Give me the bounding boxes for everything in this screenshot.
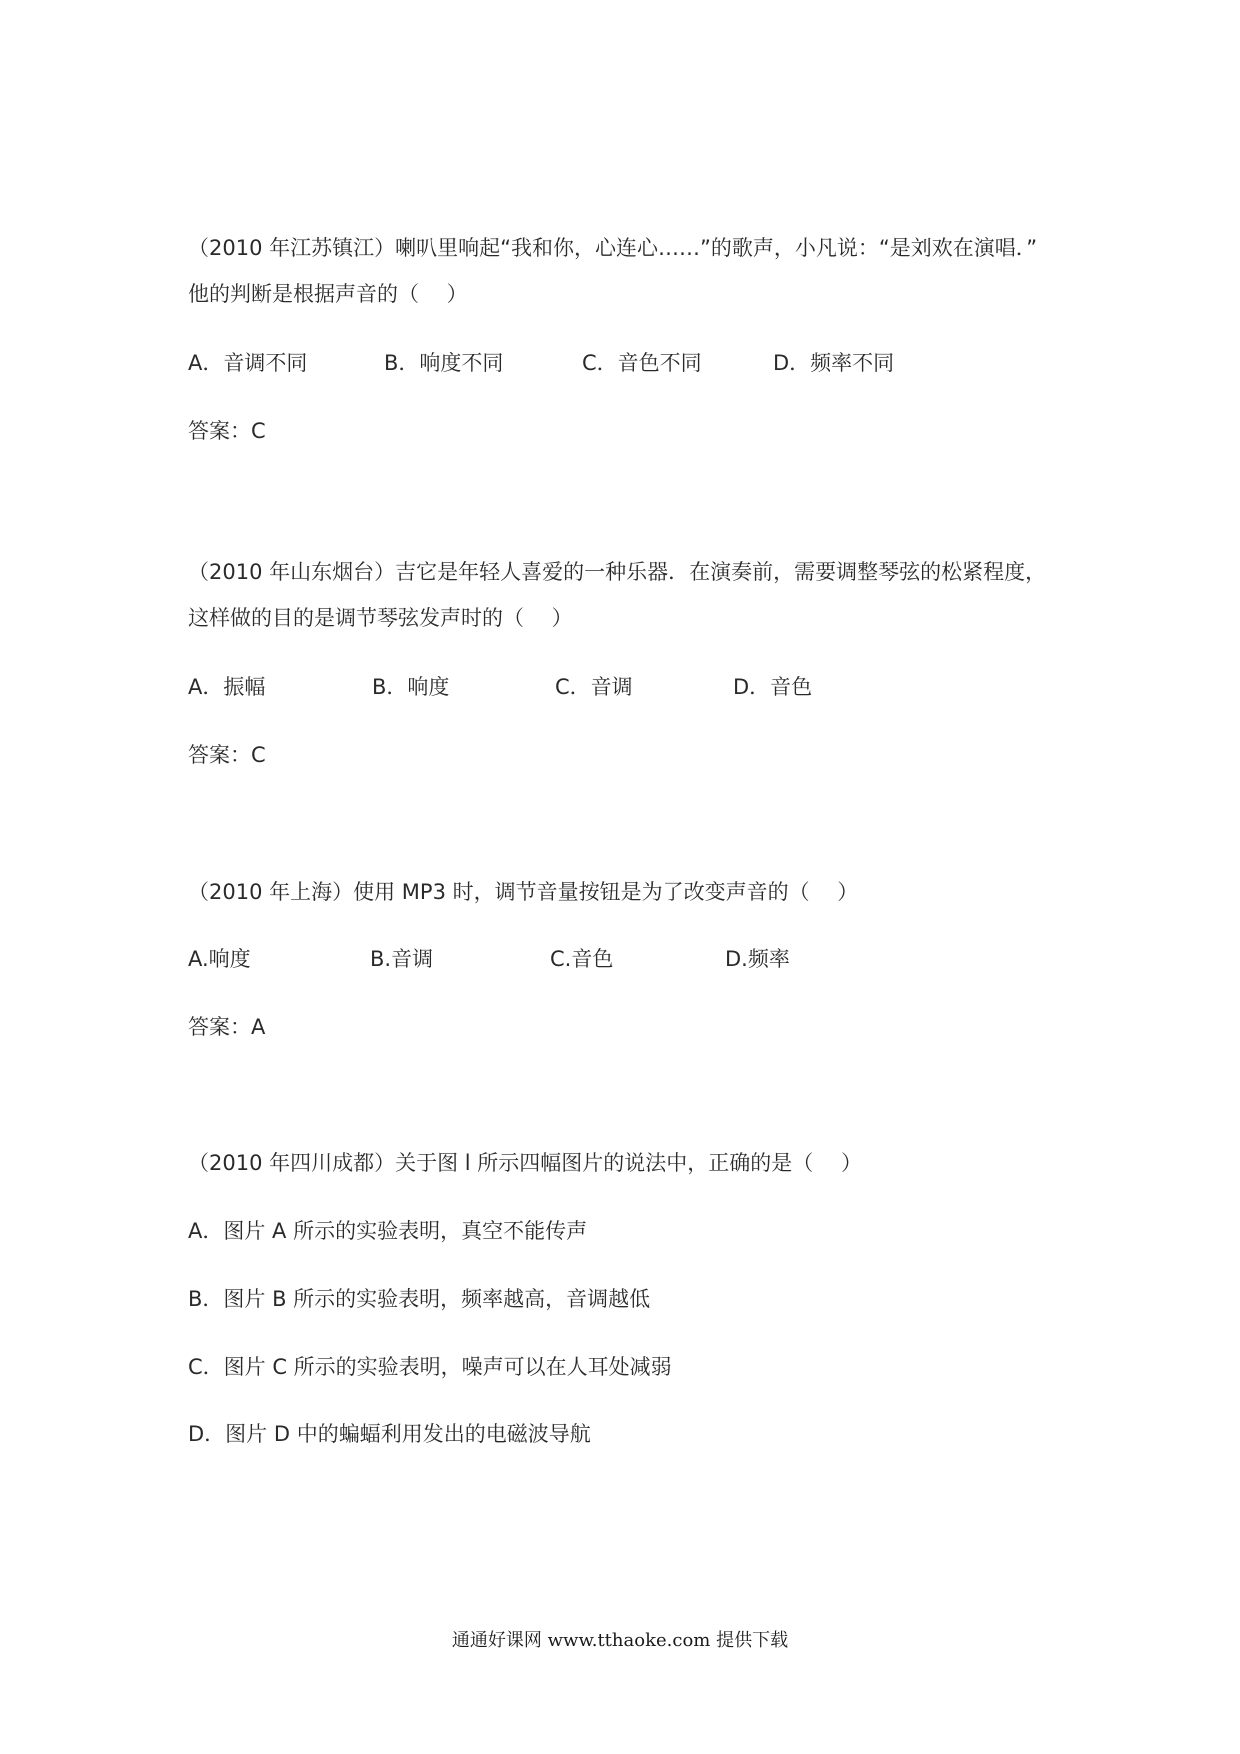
q1-option-d: D．频率不同 xyxy=(773,351,895,375)
q1-answer: 答案：C xyxy=(188,419,266,443)
q1-stem-line1: （2010 年江苏镇江）喇叭里响起“我和你，心连心……”的歌声，小凡说：“是刘欢在演唱．” xyxy=(188,236,1038,260)
q1-option-c: C．音色不同 xyxy=(582,351,702,375)
q1-option-a: A．音调不同 xyxy=(188,351,308,375)
q3-answer: 答案：A xyxy=(188,1015,266,1039)
q3-option-c: C.音色 xyxy=(550,947,614,971)
q1-option-b: B．响度不同 xyxy=(384,351,504,375)
q3-option-d: D.频率 xyxy=(725,947,790,971)
q4-option-a: A．图片 A 所示的实验表明，真空不能传声 xyxy=(188,1219,588,1243)
q4-option-d: D．图片 D 中的蝙蝠利用发出的电磁波导航 xyxy=(188,1422,591,1446)
q2-answer: 答案：C xyxy=(188,743,266,767)
q4-option-c: C．图片 C 所示的实验表明，噪声可以在人耳处减弱 xyxy=(188,1355,672,1379)
q4-stem-line1: （2010 年四川成都）关于图 l 所示四幅图片的说法中，正确的是（ ） xyxy=(188,1151,862,1175)
q4-option-b: B．图片 B 所示的实验表明，频率越高，音调越低 xyxy=(188,1287,651,1311)
footer-download-note: 通通好课网 www.tthaoke.com 提供下载 xyxy=(451,1630,789,1651)
q2-option-c: C．音调 xyxy=(555,675,633,699)
q2-option-a: A．振幅 xyxy=(188,675,266,699)
q3-stem-line1: （2010 年上海）使用 MP3 时，调节音量按钮是为了改变声音的（ ） xyxy=(188,880,859,904)
q2-option-d: D．音色 xyxy=(733,675,813,699)
q3-option-b: B.音调 xyxy=(370,947,434,971)
q2-stem-line1: （2010 年山东烟台）吉它是年轻人喜爱的一种乐器．在演奏前，需要调整琴弦的松紧程度， xyxy=(188,560,1047,584)
q2-stem-line2: 这样做的目的是调节琴弦发声时的（ ） xyxy=(188,606,573,630)
q3-option-a: A.响度 xyxy=(188,947,251,971)
q1-stem-line2: 他的判断是根据声音的（ ） xyxy=(188,282,468,306)
q2-option-b: B．响度 xyxy=(372,675,450,699)
